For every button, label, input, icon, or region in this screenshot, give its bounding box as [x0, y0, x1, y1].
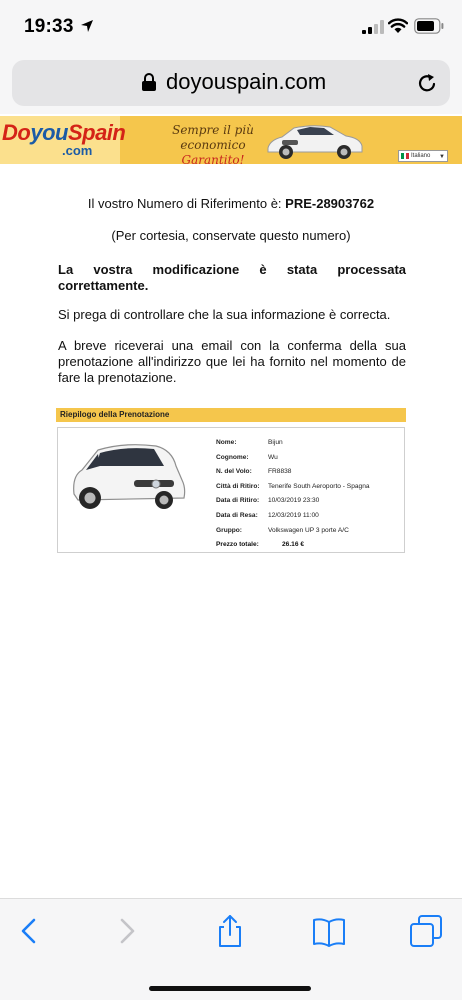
car-image — [64, 436, 194, 520]
check-info-message: Si prega di controllare che la sua informazione è correcta. — [58, 307, 391, 322]
tabs-icon[interactable] — [408, 913, 444, 949]
detail-row-name: Nome: Bijun — [216, 439, 283, 446]
address-area — [0, 54, 462, 114]
banner-car-image — [262, 118, 366, 162]
status-time: 19:33 — [24, 16, 74, 37]
address-bar[interactable] — [12, 60, 450, 106]
location-arrow-icon — [80, 19, 94, 33]
detail-row-surname: Cognome: Wu — [216, 453, 278, 461]
url-text: doyouspain.com — [166, 69, 327, 94]
header-slogan: Sempre il più economico Garantito! — [172, 123, 254, 167]
browser-toolbar — [0, 898, 462, 1000]
wifi-icon — [388, 18, 408, 34]
signal-icon — [362, 20, 384, 34]
lock-icon — [141, 72, 157, 92]
battery-icon — [414, 18, 444, 34]
chevron-down-icon: ▼ — [439, 154, 445, 160]
share-icon[interactable] — [212, 913, 248, 949]
site-header-banner — [0, 116, 462, 167]
keep-number-note: (Per cortesia, conservate questo numero) — [111, 228, 351, 243]
italy-flag-icon — [401, 153, 409, 159]
detail-row-group: Gruppo: Volkswagen UP 3 porte A/C — [216, 526, 349, 534]
success-message: La vostra modificazione è stata processata correttamente. — [58, 262, 406, 293]
detail-row-pickup-city: Città di Ritiro: Tenerife South Aeroporto - Spagna — [216, 482, 370, 490]
status-bar — [0, 0, 462, 54]
email-info-message: A breve riceverai una email con la conferma della sua prenotazione all'indirizzo que lei ha fornito nel momento de fare la prenotazione. — [58, 338, 406, 385]
language-label: Italiano — [411, 153, 431, 159]
detail-row-flight: N. del Volo: FR8838 — [216, 468, 292, 476]
detail-row-total-price: Prezzo totale: 26.16 € — [216, 538, 402, 553]
reference-number-line: Il vostro Numero di Riferimento è: PRE-28903762 — [87, 196, 375, 211]
total-price: 26.16 € — [282, 541, 304, 549]
reference-number: PRE-28903762 — [285, 196, 375, 211]
logo-com: .com — [62, 143, 93, 158]
forward-icon[interactable] — [108, 913, 144, 949]
booking-summary — [57, 427, 405, 553]
reload-icon[interactable] — [416, 72, 438, 94]
site-logo[interactable] — [0, 116, 126, 164]
booking-details — [216, 436, 402, 553]
back-icon[interactable] — [12, 913, 48, 949]
language-select[interactable] — [398, 150, 448, 162]
home-indicator — [149, 986, 311, 991]
bookmarks-icon[interactable] — [311, 913, 347, 949]
detail-row-pickup-date: Data di Ritiro: 10/03/2019 23:30 — [216, 497, 320, 505]
booking-summary-title: Riepilogo della Prenotazione — [56, 408, 406, 422]
detail-row-return-date: Data di Resa: 12/03/2019 11:00 — [216, 511, 319, 519]
logo-wordmark: DoyouSpain — [2, 120, 126, 145]
